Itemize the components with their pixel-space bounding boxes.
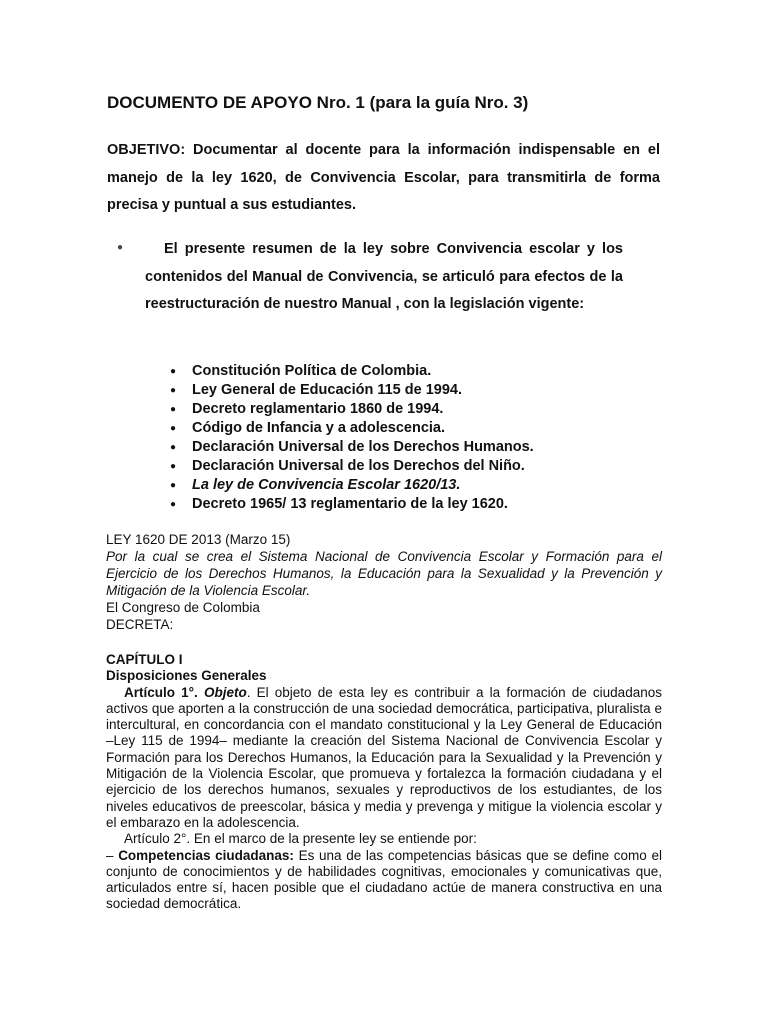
law-subtitle: Por la cual se crea el Sistema Nacional de Convivencia Escolar y Formación para el Ejercicio de los Derechos Humanos, la Educación para la Sexualidad y la Prevención y Mitigación de la Violencia Escolar.: [106, 549, 662, 598]
chapter-section: [106, 652, 662, 913]
bullet-icon: ●: [170, 480, 177, 491]
list-item: ● Ley General de Educación 115 de 1994.: [170, 382, 462, 398]
article-1-paragraph: [106, 685, 662, 832]
congress-line: El Congreso de Colombia: [106, 600, 260, 615]
decreta-line: DECRETA:: [106, 617, 174, 632]
law-header-section: [106, 531, 662, 633]
list-item: ● Declaración Universal de los Derechos Humanos.: [170, 439, 534, 455]
bullet-icon: ●: [170, 461, 177, 472]
list-item: ● Constitución Política de Colombia.: [170, 363, 432, 379]
competencias-paragraph: [106, 848, 662, 913]
article-1-object-label: Objeto: [203, 684, 247, 700]
bullet-icon: ●: [170, 366, 177, 377]
list-item: ● Decreto 1965/ 13 reglamentario de la ley 1620.: [170, 496, 508, 512]
dash: –: [106, 847, 114, 863]
bullet-icon: ●: [117, 242, 124, 253]
bullet-icon: ●: [170, 385, 177, 396]
list-item: ● Declaración Universal de los Derechos del Niño.: [170, 458, 525, 474]
summary-section: [117, 236, 623, 319]
article-1-label: Artículo 1°.: [124, 684, 198, 700]
legal-references-list: [170, 362, 534, 514]
list-item: ● La ley de Convivencia Escolar 1620/13.: [170, 477, 461, 493]
summary-paragraph: El presente resumen de la ley sobre Convivencia escolar y los contenidos del Manual de Convivencia, se articuló para efectos de la reestructuración de nuestro Manual , con la legislación vigente:: [145, 241, 623, 312]
chapter-heading: CAPÍTULO I: [106, 652, 183, 667]
chapter-title: Disposiciones Generales: [106, 668, 267, 684]
bullet-icon: ●: [170, 404, 177, 415]
competencias-label: Competencias ciudadanas:: [118, 847, 294, 863]
law-heading: LEY 1620 DE 2013 (Marzo 15): [106, 532, 291, 547]
article-1-text: . El objeto de esta ley es contribuir a la formación de ciudadanos activos que aporten a la construcción de una sociedad democrática, participativa, pluralista e intercultural, en concordancia con el mandato constitucional y la Ley General de Educación –Ley 115 de 1994– mediante la creación del Sistema Nacional de Convivencia Escolar y Formación para los Derechos Humanos, la Educación para la Sexualidad y la Prevención y Mitigación de la Violencia Escolar, que promueva y fortalezca la formación ciudadana y el ejercicio de los derechos humanos, sexuales y reproductivos de los estudiantes, de los niveles educativos de preescolar, básica y media y prevenga y mitigue la violencia escolar y el embarazo en la adolescencia.: [106, 684, 662, 830]
document-title: DOCUMENTO DE APOYO Nro. 1 (para la guía Nro. 3): [107, 93, 529, 112]
list-item: ● Decreto reglamentario 1860 de 1994.: [170, 401, 444, 417]
bullet-icon: ●: [170, 499, 177, 510]
article-2-line: Artículo 2°. En el marco de la presente ley se entiende por:: [124, 831, 477, 847]
bullet-icon: ●: [170, 423, 177, 434]
list-item: ● Código de Infancia y a adolescencia.: [170, 420, 446, 436]
bullet-icon: ●: [170, 442, 177, 453]
competencias-text: Es una de las competencias básicas que se define como el conjunto de conocimientos y de habilidades cognitivas, emocionales y comunicativas que, articulados entre sí, hacen posible que el ciudadano actúe de manera constructiva en una sociedad democrática.: [106, 847, 662, 912]
objective-paragraph: OBJETIVO: Documentar al docente para la información indispensable en el manejo de la ley 1620, de Convivencia Escolar, para transmitirla de forma precisa y puntual a sus estudiantes.: [107, 142, 660, 213]
